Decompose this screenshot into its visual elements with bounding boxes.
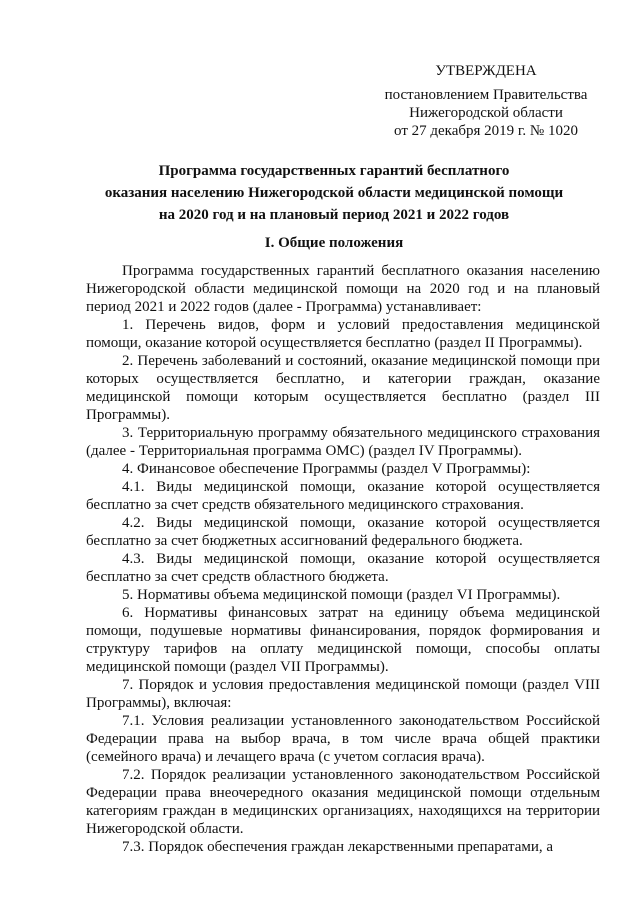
paragraph: 4.3. Виды медицинской помощи, оказание которой осуществляется бесплатно за счет средств областного бюджета.	[86, 551, 600, 585]
approval-block	[372, 62, 600, 140]
paragraph: 4. Финансовое обеспечение Программы (раздел V Программы):	[122, 461, 531, 477]
paragraph: 3. Территориальную программу обязательного медицинского страхования (далее - Территориальная программа ОМС) (раздел IV Программы).	[86, 425, 600, 459]
paragraph: 7.2. Порядок реализации установленного законодательством Российской Федерации права внеочередного оказания медицинской помощи отдельным категориям граждан в медицинских организациях, находящихся на территории Нижегородской области.	[86, 767, 600, 837]
title-line-1: Программа государственных гарантий бесплатного	[158, 163, 510, 179]
approval-line-2: Нижегородской области	[409, 105, 563, 121]
paragraph: 7.3. Порядок обеспечения граждан лекарственными препаратами, а	[122, 839, 554, 855]
document-title	[60, 160, 608, 226]
approval-line-1: постановлением Правительства	[384, 87, 588, 103]
paragraph: 1. Перечень видов, форм и условий предоставления медицинской помощи, оказание которой осуществляется бесплатно (раздел II Программы).	[86, 317, 600, 351]
paragraph: Программа государственных гарантий бесплатного оказания населению Нижегородской области медицинской помощи на 2020 год и на плановый период 2021 и 2022 годов (далее - Программа) устанавливает:	[86, 263, 600, 315]
title-line-3: на 2020 год и на плановый период 2021 и 2022 годов	[158, 207, 510, 223]
approval-stamp: УТВЕРЖДЕНА	[435, 63, 537, 79]
paragraph: 7.1. Условия реализации установленного законодательством Российской Федерации права на выбор врача, в том числе врача общей практики (семейного врача) и лечащего врача (с учетом согласия врача).	[86, 713, 600, 765]
paragraph: 6. Нормативы финансовых затрат на единицу объема медицинской помощи, подушевые нормативы финансирования, порядок формирования и структуру тарифов на оплату медицинской помощи, способы оплаты медицинской помощи (раздел VII Программы).	[86, 605, 600, 675]
paragraph: 2. Перечень заболеваний и состояний, оказание медицинской помощи при которых осуществляется бесплатно, и категории граждан, оказание медицинской помощи которым осуществляется бесплатно (раздел III Программы).	[86, 353, 600, 423]
paragraph: 4.1. Виды медицинской помощи, оказание которой осуществляется бесплатно за счет средств обязательного медицинского страхования.	[86, 479, 600, 513]
paragraph: 7. Порядок и условия предоставления медицинской помощи (раздел VIII Программы), включая:	[86, 677, 600, 711]
document-body	[86, 262, 600, 856]
approval-line-3: от 27 декабря 2019 г. № 1020	[394, 123, 578, 139]
section-heading: I. Общие положения	[264, 235, 404, 251]
paragraph: 4.2. Виды медицинской помощи, оказание которой осуществляется бесплатно за счет бюджетных ассигнований федерального бюджета.	[86, 515, 600, 549]
paragraph: 5. Нормативы объема медицинской помощи (раздел VI Программы).	[122, 587, 561, 603]
title-line-2: оказания населению Нижегородской области медицинской помощи	[104, 185, 564, 201]
